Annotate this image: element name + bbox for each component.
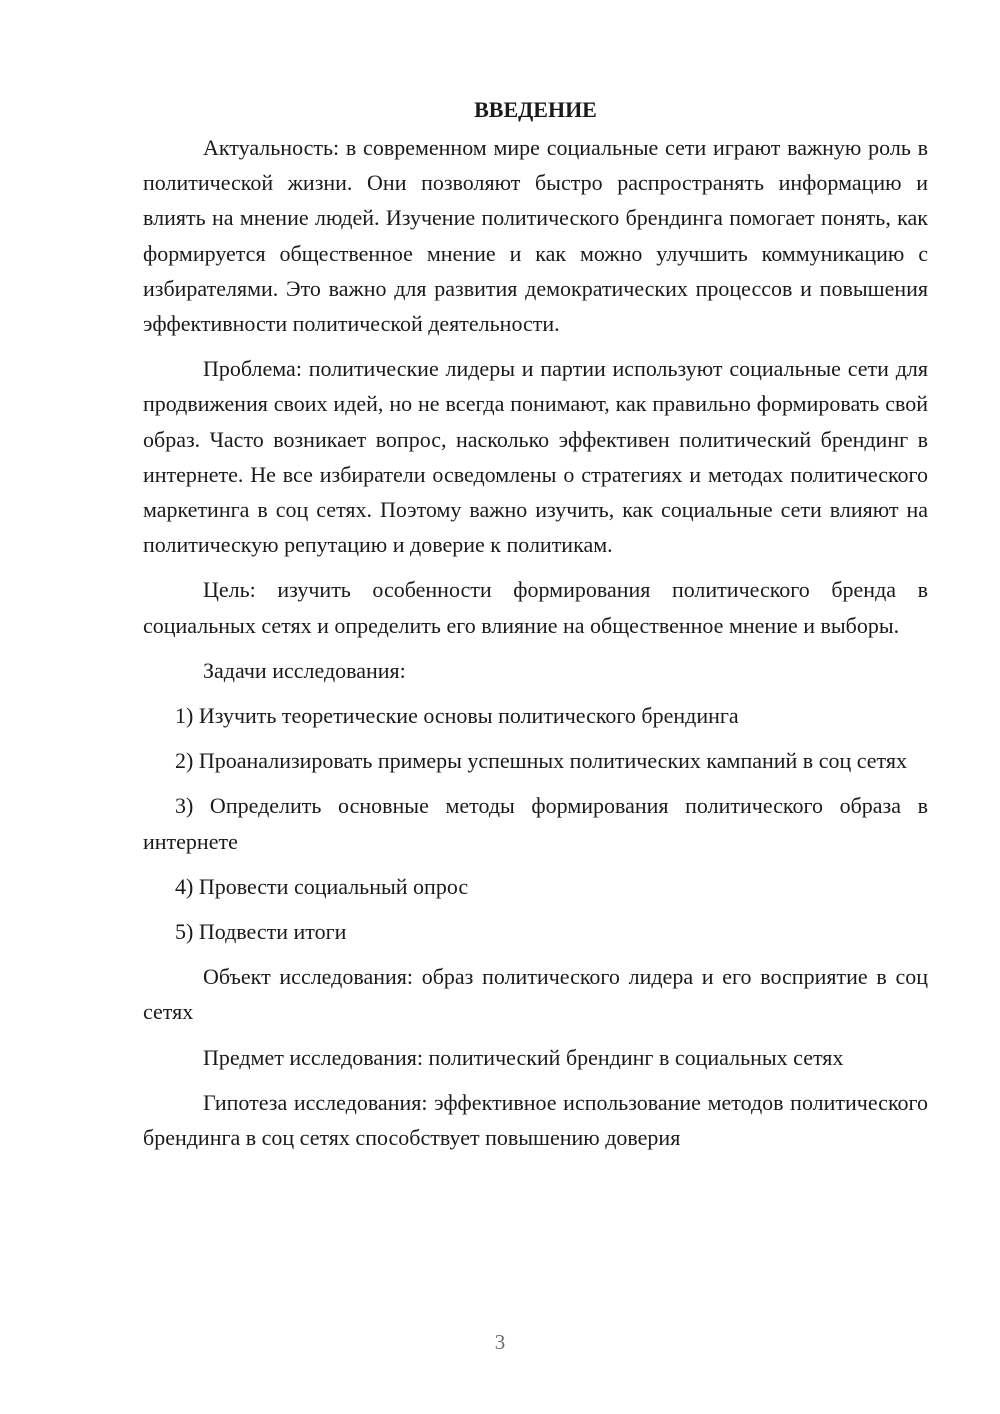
page-number: 3 <box>494 1330 506 1354</box>
paragraph-relevance: Актуальность: в современном мире социальные сети играют важную роль в политической жизни. Они позволяют быстро распространять информацию и влиять на мнение людей. Изучение политического брендинга помогает понять, как формируется общественное мнение и как можно улучшить коммуникацию с избирателями. Это важно для развития демократических процессов и повышения эффективности политической деятельности. <box>143 135 928 337</box>
task-item: 5) Подвести итоги <box>175 919 347 945</box>
paragraph-goal: Цель: изучить особенности формирования политического бренда в социальных сетях и определить его влияние на общественное мнение и выборы. <box>143 577 928 638</box>
paragraph-subject: Предмет исследования: политический брендинг в социальных сетях <box>203 1044 844 1070</box>
task-item: 1) Изучить теоретические основы политического брендинга <box>175 703 739 729</box>
task-item: 2) Проанализировать примеры успешных политических кампаний в соц сетях <box>175 748 907 774</box>
paragraph-hypothesis: Гипотеза исследования: эффективное использование методов политического брендинга в соц сетях способствует повышению доверия <box>143 1089 928 1151</box>
paragraph-object: Объект исследования: образ политического лидера и его восприятие в соц сетях <box>143 964 928 1025</box>
document-page <box>143 92 928 1165</box>
paragraph-tasks-heading: Задачи исследования: <box>203 657 406 683</box>
task-item: 3) Определить основные методы формирования политического образа в интернете <box>143 793 928 854</box>
paragraph-problem: Проблема: политические лидеры и партии используют социальные сети для продвижения своих идей, но не всегда понимают, как правильно формировать свой образ. Часто возникает вопрос, насколько эффективен политический брендинг в интернете. Не все избиратели осведомлены о стратегиях и методах политического маркетинга в соц сетях. Поэтому важно изучить, как социальные сети влияют на политическую репутацию и доверие к политикам. <box>143 356 928 558</box>
section-title: ВВЕДЕНИЕ <box>474 97 597 122</box>
task-item: 4) Провести социальный опрос <box>175 873 469 899</box>
